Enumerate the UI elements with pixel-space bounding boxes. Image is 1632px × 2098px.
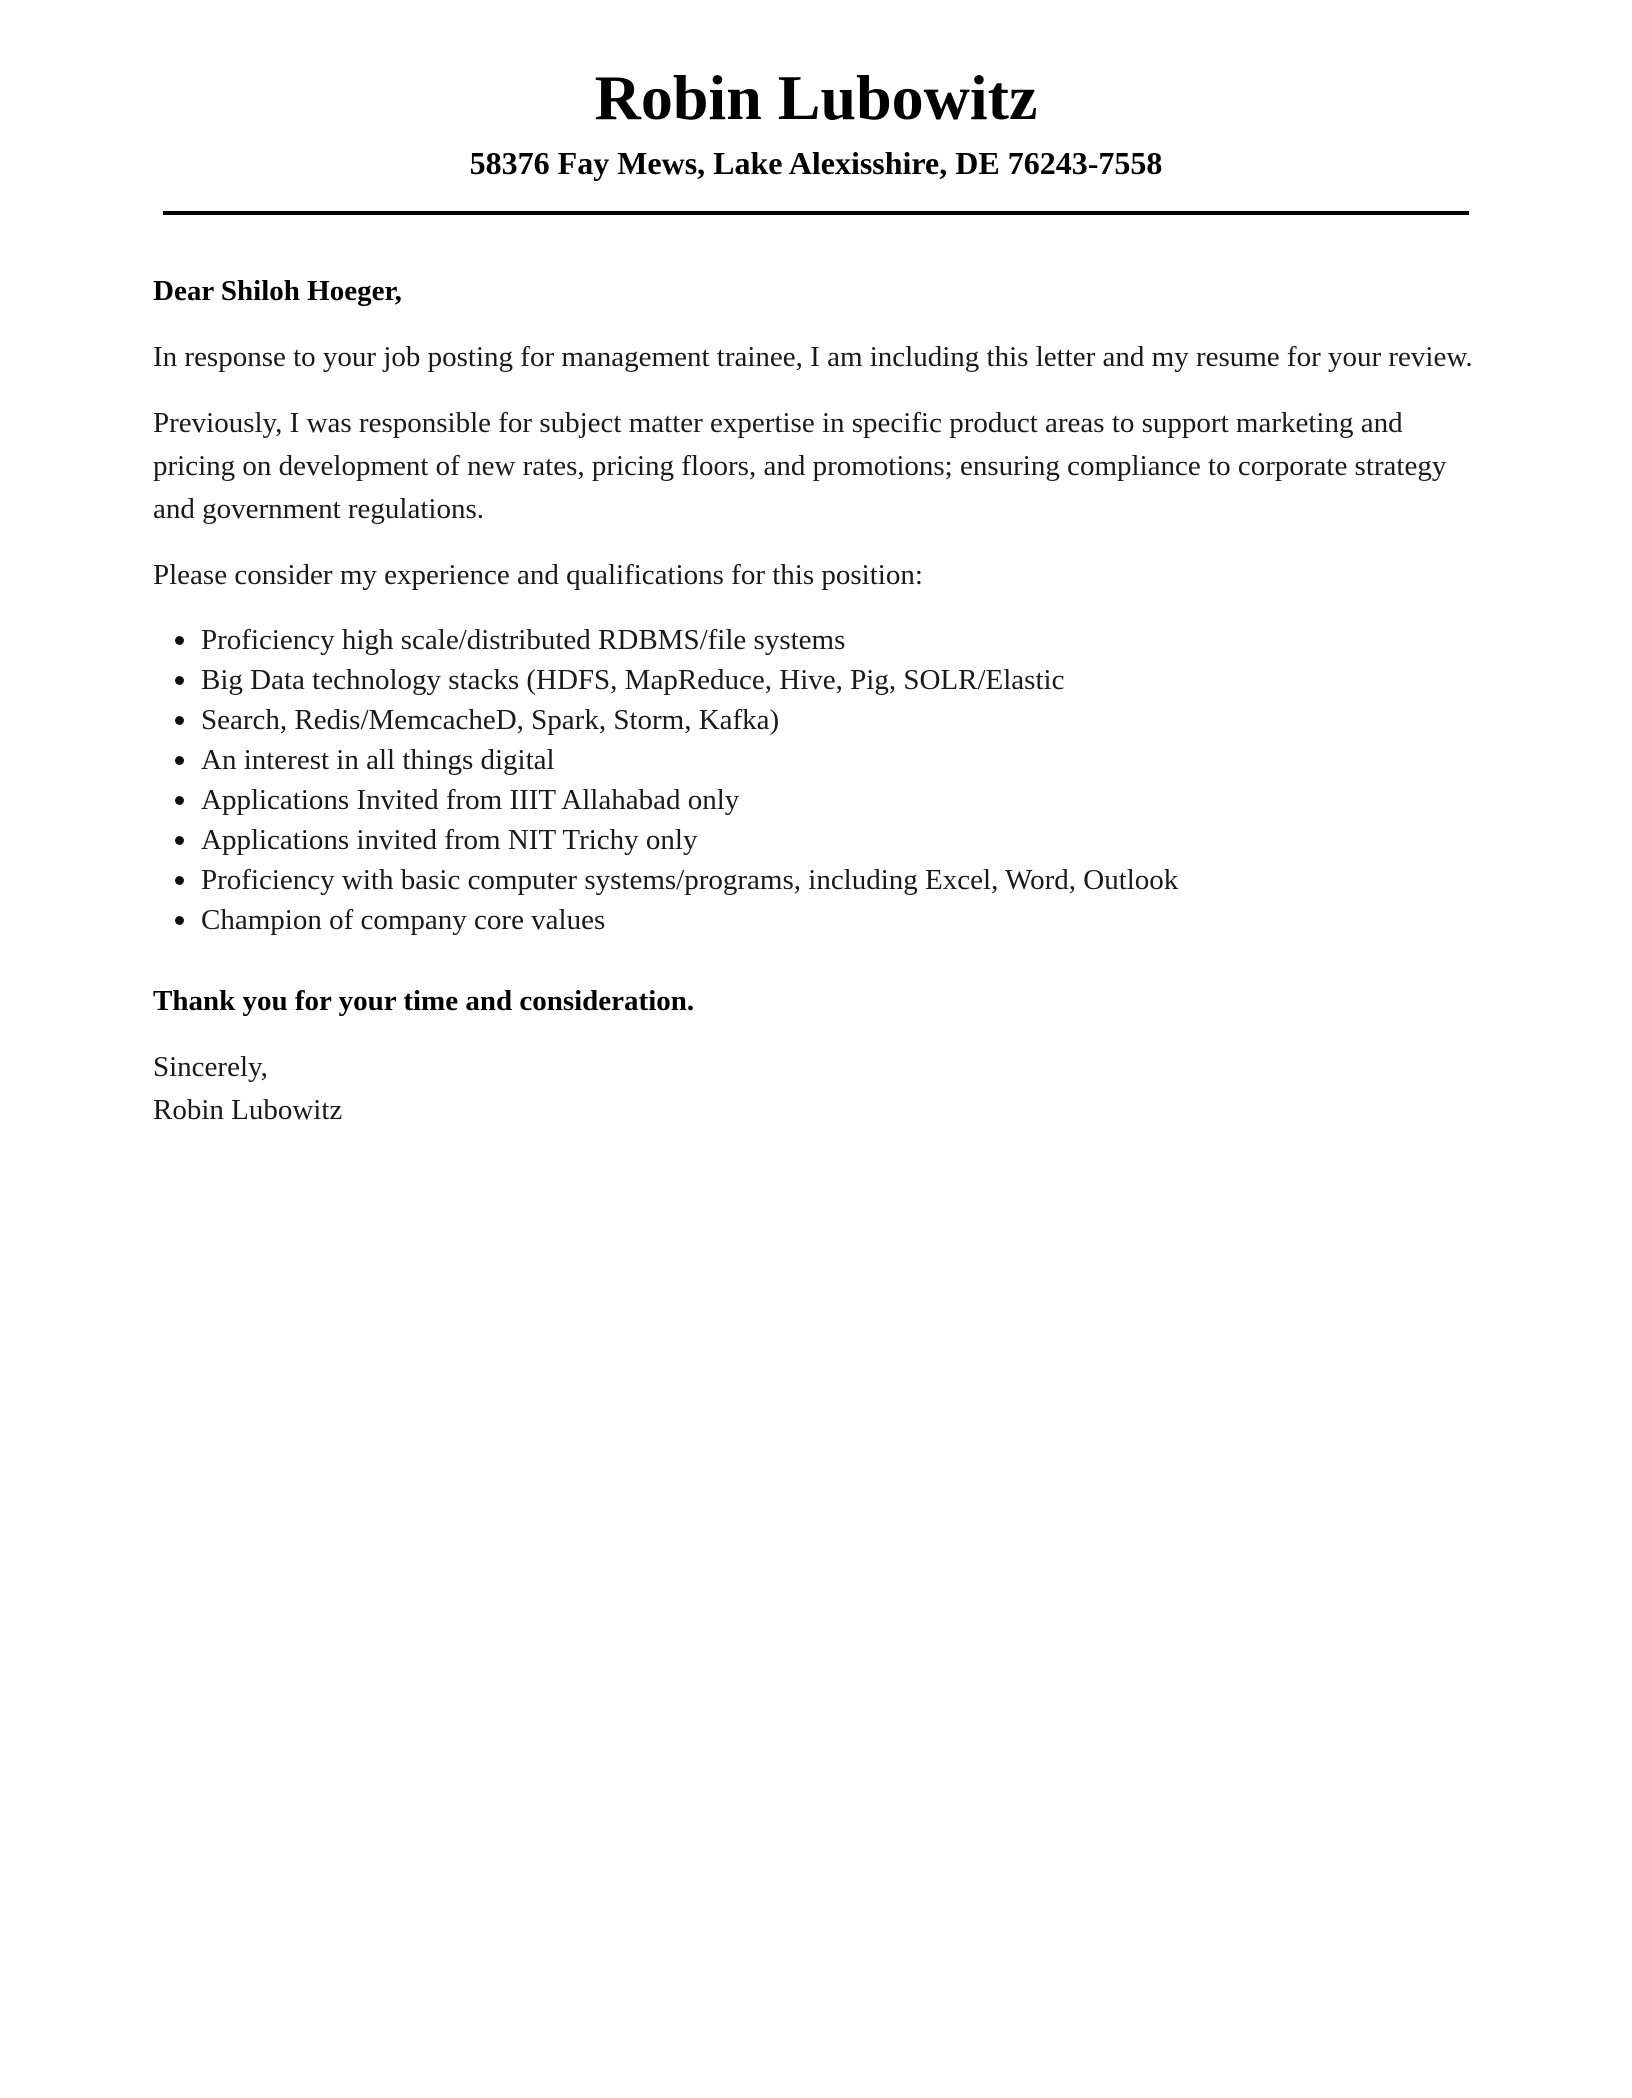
qualifications-list [153, 620, 1483, 940]
bullet-icon [175, 796, 184, 805]
qualifications-intro: Please consider my experience and qualifications for this position: [153, 559, 923, 591]
bullet-icon [175, 756, 184, 765]
list-item [201, 860, 1483, 900]
bullet-icon [175, 676, 184, 685]
header-divider [163, 211, 1469, 215]
bullet-icon [175, 836, 184, 845]
thanks-line: Thank you for your time and consideration. [153, 985, 695, 1017]
list-item-text: Big Data technology stacks (HDFS, MapReduce, Hive, Pig, SOLR/Elastic [201, 664, 1065, 696]
list-item-text: Search, Redis/MemcacheD, Spark, Storm, Kafka) [201, 704, 780, 736]
signature: Robin Lubowitz [153, 1094, 343, 1126]
list-item [201, 780, 1483, 820]
list-item-text: Applications Invited from IIIT Allahabad only [201, 784, 740, 816]
letter-header [163, 58, 1469, 181]
bullet-icon [175, 916, 184, 925]
salutation: Dear Shiloh Hoeger, [153, 275, 402, 307]
list-item [201, 900, 1483, 940]
list-item-text: Proficiency with basic computer systems/programs, including Excel, Word, Outlook [201, 864, 1179, 896]
list-item [201, 660, 1483, 700]
experience-paragraph: Previously, I was responsible for subject matter expertise in specific product areas to support marketing and pricing on development of new rates, pricing floors, and promotions; ensuring compliance to corporate strategy and government regulations. [153, 407, 1447, 525]
list-item [201, 740, 1483, 780]
bullet-icon [175, 716, 184, 725]
intro-paragraph: In response to your job posting for management trainee, I am including this letter and my resume for your review. [153, 341, 1473, 373]
list-item [201, 620, 1483, 660]
bullet-icon [175, 876, 184, 885]
list-item-text: Proficiency high scale/distributed RDBMS/file systems [201, 624, 846, 656]
sender-name: Robin Lubowitz [594, 62, 1038, 133]
closing: Sincerely, [153, 1051, 268, 1083]
list-item [201, 820, 1483, 860]
bullet-icon [175, 636, 184, 645]
sender-address: 58376 Fay Mews, Lake Alexisshire, DE 76243-7558 [469, 145, 1163, 181]
list-item [201, 700, 1483, 740]
list-item-text: Champion of company core values [201, 904, 606, 936]
list-item-text: Applications invited from NIT Trichy only [201, 824, 698, 856]
letter-body [153, 270, 1483, 1132]
list-item-text: An interest in all things digital [201, 744, 555, 776]
